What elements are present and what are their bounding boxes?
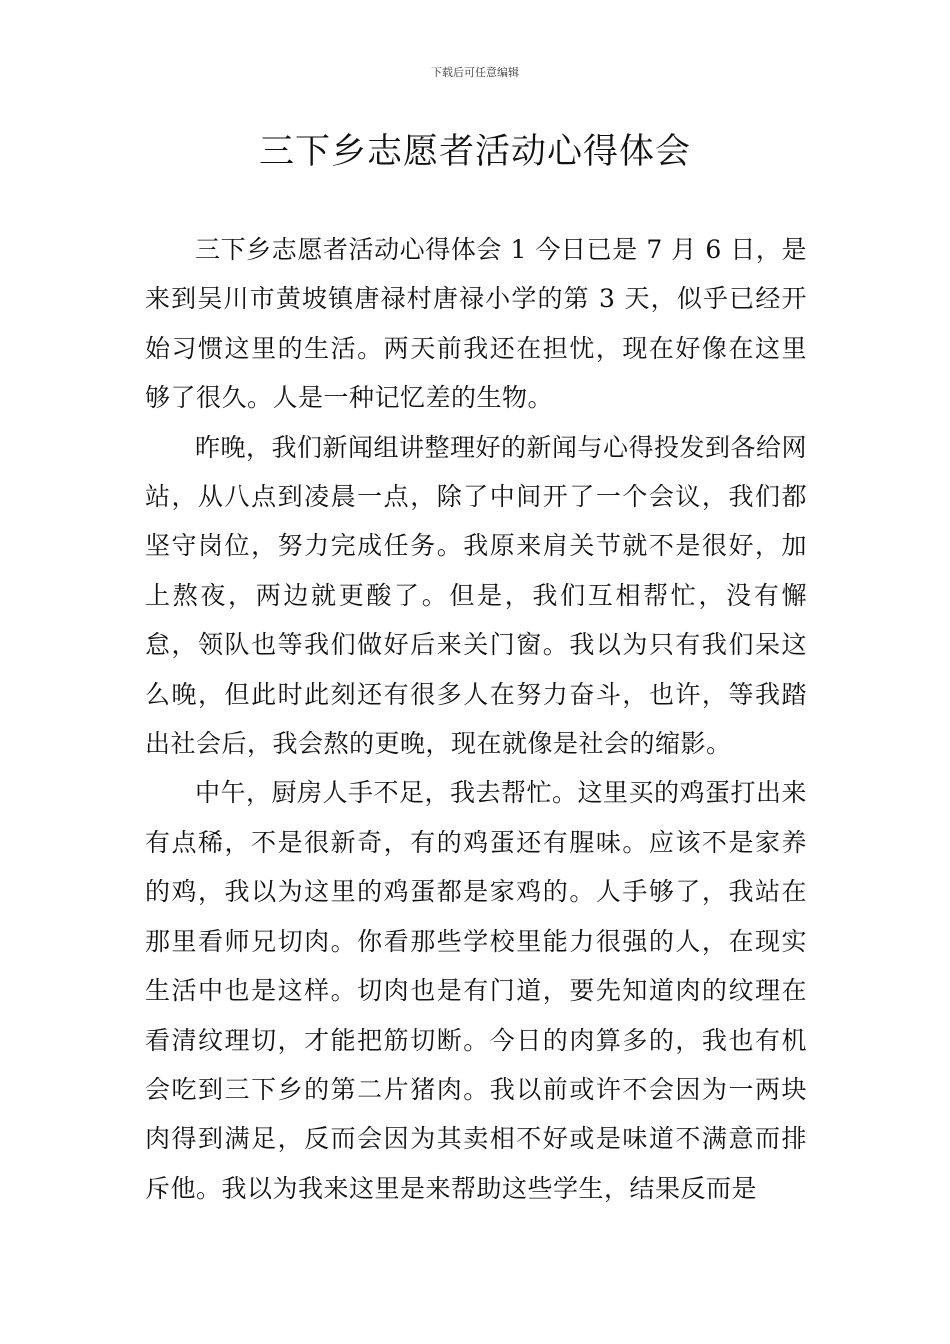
document-body — [145, 225, 807, 1213]
paragraph-1: 三下乡志愿者活动心得体会 1 今日已是 7 月 6 日，是来到吴川市黄坡镇唐禄村唐禄小学的第 3 天，似乎已经开始习惯这里的生活。两天前我还在担忧，现在好像在这里够了很久。人是一种记忆差的生物。 — [145, 235, 807, 413]
document-title: 三下乡志愿者活动心得体会 — [258, 132, 691, 172]
header-note: 下载后可任意编辑 — [431, 66, 519, 79]
paragraph-3: 中午，厨房人手不足，我去帮忙。这里买的鸡蛋打出来有点稀，不是很新奇，有的鸡蛋还有腥味。应该不是家养的鸡，我以为这里的鸡蛋都是家鸡的。人手够了，我站在那里看师兄切肉。你看那些学校里能力很强的人，在现实生活中也是这样。切肉也是有门道，要先知道肉的纹理在看清纹理切，才能把筋切断。今日的肉算多的，我也有机会吃到三下乡的第二片猪肉。我以前或许不会因为一两块肉得到满足，反而会因为其卖相不好或是味道不满意而排斥他。我以为我来这里是来帮助这些学生，结果反而是 — [145, 778, 808, 1203]
paragraph-2: 昨晚，我们新闻组讲整理好的新闻与心得投发到各给网站，从八点到凌晨一点，除了中间开了一个会议，我们都坚守岗位，努力完成任务。我原来肩关节就不是很好，加上熬夜，两边就更酸了。但是，我们互相帮忙，没有懈怠，领队也等我们做好后来关门窗。我以为只有我们呆这么晚，但此时此刻还有很多人在努力奋斗，也许，等我踏出社会后，我会熬的更晚，现在就像是社会的缩影。 — [145, 432, 808, 759]
